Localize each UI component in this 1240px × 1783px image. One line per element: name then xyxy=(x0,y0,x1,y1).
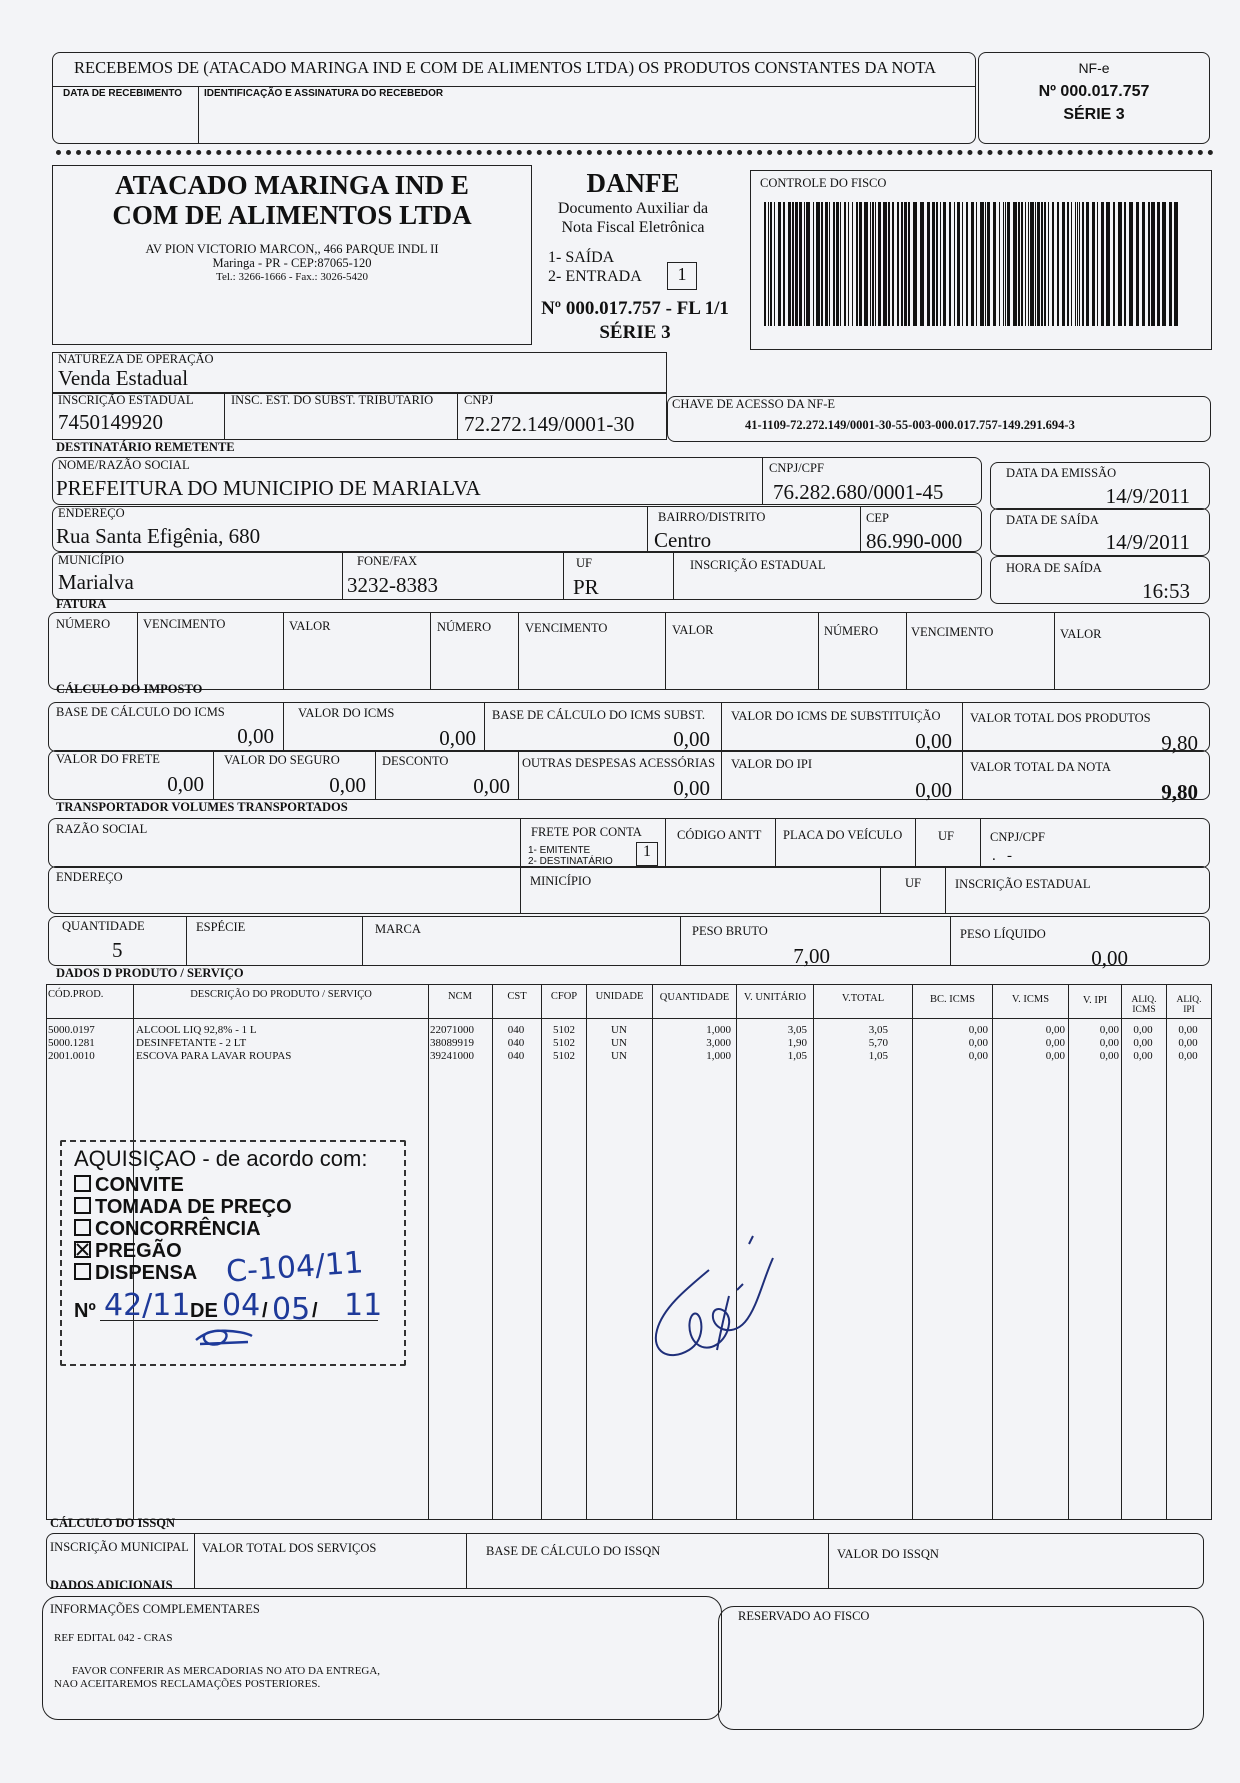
issuer-address: AV PION VICTORIO MARCON,, 466 PARQUE INDL II xyxy=(145,242,439,256)
ipi-value: 0,00 xyxy=(915,778,952,802)
recipient-bairro: Centro xyxy=(654,528,712,552)
danfe-type-value: 1 xyxy=(677,264,687,284)
valor-st-label: VALOR DO ICMS DE SUBSTITUIÇÃO xyxy=(731,709,941,723)
transport-bruto-label: PESO BRUTO xyxy=(692,924,768,938)
frete-value: 0,00 xyxy=(167,772,204,796)
recipient-section: DESTINATÁRIO REMETENTE xyxy=(56,440,235,454)
checkbox-icon xyxy=(74,1263,91,1280)
recipient-cnpj: 76.282.680/0001-45 xyxy=(773,480,944,504)
table-cell-cod: 2001.0010 xyxy=(48,1050,95,1062)
recipient-bairro-label: BAIRRO/DISTRITO xyxy=(658,510,766,524)
transport-endereco-label: ENDEREÇO xyxy=(56,870,123,884)
recipient-ie-label: INSCRIÇÃO ESTADUAL xyxy=(690,558,826,572)
chave-label: CHAVE DE ACESSO DA NF-E xyxy=(672,397,835,411)
table-cell-qtd: 1,000 xyxy=(706,1050,731,1062)
table-cell-aicms: 0,00 xyxy=(1133,1024,1153,1036)
stamp-date-year: 11 xyxy=(344,1288,383,1323)
info-msg2: NAO ACEITAREMOS RECLAMAÇÕES POSTERIORES. xyxy=(54,1678,321,1690)
table-cell-bc: 0,00 xyxy=(968,1024,988,1036)
issqn-servicos-label: VALOR TOTAL DOS SERVIÇOS xyxy=(202,1541,377,1555)
fatura-col: VENCIMENTO xyxy=(911,625,994,639)
table-cell-bc: 0,00 xyxy=(968,1037,988,1049)
ie-st-label: INSC. EST. DO SUBST. TRIBUTARIO xyxy=(231,393,434,407)
cnpj-label: CNPJ xyxy=(464,393,494,407)
transport-frete-value: 1 xyxy=(643,843,651,860)
danfe-sub1: Documento Auxiliar da xyxy=(557,200,709,217)
table-cell-qtd: 3,000 xyxy=(706,1037,731,1049)
table-cell-vunit: 1,90 xyxy=(787,1037,807,1049)
fatura-col: VENCIMENTO xyxy=(143,617,226,631)
col-header-aliq-icms-2: ICMS xyxy=(1132,1005,1156,1015)
valor-icms-label: VALOR DO ICMS xyxy=(298,706,395,720)
table-cell-aipi: 0,00 xyxy=(1178,1037,1198,1049)
saida-label: DATA DE SAÍDA xyxy=(1006,513,1099,527)
cnpj-value: 72.272.149/0001-30 xyxy=(464,412,635,436)
table-cell-vtotal: 3,05 xyxy=(868,1024,888,1036)
ie-value: 7450149920 xyxy=(58,410,163,434)
fatura-col: VALOR xyxy=(672,623,714,637)
stamp-de-label: DE xyxy=(190,1300,218,1322)
table-cell-qtd: 1,000 xyxy=(706,1024,731,1036)
stamp-option xyxy=(74,1196,292,1219)
hora-value: 16:53 xyxy=(1142,579,1190,603)
issuer-name-2: COM DE ALIMENTOS LTDA xyxy=(112,200,472,230)
transport-frete-opt1: 1- EMITENTE xyxy=(528,845,591,856)
transport-liquido-value: 0,00 xyxy=(1091,946,1128,970)
stamp-initials-signature xyxy=(190,1322,260,1352)
fatura-col: VALOR xyxy=(1060,627,1102,641)
stamp-option xyxy=(74,1262,197,1285)
emissao-label: DATA DA EMISSÃO xyxy=(1006,466,1117,480)
transport-frete-opt2: 2- DESTINATÁRIO xyxy=(528,856,613,867)
table-cell-desc: DESINFETANTE - 2 LT xyxy=(136,1037,247,1049)
issuer-name-1: ATACADO MARINGA IND E xyxy=(115,170,469,200)
col-header-cfop: CFOP xyxy=(550,991,578,1002)
col-header-unidade: UNIDADE xyxy=(595,991,644,1002)
table-cell-cst: 040 xyxy=(507,1037,525,1049)
col-header-aliq-ipi-2: IPI xyxy=(1183,1005,1195,1015)
danfe-title: DANFE xyxy=(586,168,680,198)
issqn-section: CÁLCULO DO ISSQN xyxy=(50,1516,176,1530)
table-cell-vunit: 3,05 xyxy=(787,1024,807,1036)
stamp-option-label: PREGÃO xyxy=(95,1240,182,1262)
fatura-col: NÚMERO xyxy=(824,624,879,638)
stamp-option xyxy=(74,1218,261,1241)
stamp-no-value: 42/11 xyxy=(104,1288,191,1323)
base-st-value: 0,00 xyxy=(673,727,710,751)
recipient-address: Rua Santa Efigênia, 680 xyxy=(56,524,261,548)
reserved-box xyxy=(718,1606,1204,1730)
recipient-uf: PR xyxy=(573,575,599,599)
natureza-value: Venda Estadual xyxy=(58,366,189,390)
desconto-value: 0,00 xyxy=(473,774,510,798)
receipt-nfe: NF-e xyxy=(1078,60,1110,76)
transport-municipio-label: MINICÍPIO xyxy=(530,874,592,888)
table-cell-un: UN xyxy=(611,1037,627,1049)
chave-value: 41-1109-72.272.149/0001-30-55-003-000.017.757-149.291.694-3 xyxy=(745,418,1075,432)
table-cell-bc: 0,00 xyxy=(968,1050,988,1062)
additional-section: DADOS ADICIONAIS xyxy=(50,1578,173,1592)
tax-section: CÁLCULO DO IMPOSTO xyxy=(56,682,203,696)
stamp-date-day: 04 xyxy=(222,1288,261,1323)
handwritten-signature xyxy=(645,1230,785,1380)
stamp-option xyxy=(74,1240,182,1263)
table-cell-aicms: 0,00 xyxy=(1133,1037,1153,1049)
stamp-option-label: DISPENSA xyxy=(95,1262,198,1284)
stamp-date-month: 05 xyxy=(272,1292,311,1327)
transport-cnpj-value: . - xyxy=(992,848,1012,864)
table-cell-ncm: 39241000 xyxy=(430,1050,474,1062)
issuer-phone: Tel.: 3266-1666 - Fax.: 3026-5420 xyxy=(216,271,368,283)
recipient-name-label: NOME/RAZÃO SOCIAL xyxy=(58,458,190,472)
table-cell-cod: 5000.1281 xyxy=(48,1037,95,1049)
issqn-inscricao-label: INSCRIÇÃO MUNICIPAL xyxy=(50,1540,189,1554)
table-cell-cfop: 5102 xyxy=(553,1050,575,1062)
transport-razao-label: RAZÃO SOCIAL xyxy=(56,822,148,836)
table-cell-ncm: 38089919 xyxy=(430,1037,474,1049)
recipient-cep: 86.990-000 xyxy=(866,529,963,553)
col-header-desc: DESCRIÇÃO DO PRODUTO / SERVIÇO xyxy=(190,989,372,1000)
stamp-option-label: TOMADA DE PREÇO xyxy=(95,1196,292,1218)
table-cell-un: UN xyxy=(611,1024,627,1036)
recipient-name: PREFEITURA DO MUNICIPIO DE MARIALVA xyxy=(56,476,481,500)
info-ref: REF EDITAL 042 - CRAS xyxy=(54,1632,173,1644)
table-cell-desc: ALCOOL LIQ 92,8% - 1 L xyxy=(136,1024,257,1036)
total-nota-value: 9,80 xyxy=(1161,780,1198,804)
col-header-vunit: V. UNITÁRIO xyxy=(743,992,807,1003)
receipt-series: SÉRIE 3 xyxy=(1063,106,1125,123)
table-cell-vicms: 0,00 xyxy=(1045,1024,1065,1036)
hora-label: HORA DE SAÍDA xyxy=(1006,561,1102,575)
table-cell-desc: ESCOVA PARA LAVAR ROUPAS xyxy=(136,1050,292,1062)
col-header-vtotal: V.TOTAL xyxy=(841,993,885,1004)
fatura-col: NÚMERO xyxy=(56,617,111,631)
total-prod-label: VALOR TOTAL DOS PRODUTOS xyxy=(970,711,1151,725)
table-cell-vipi: 0,00 xyxy=(1099,1050,1119,1062)
danfe-number: Nº 000.017.757 - FL 1/1 xyxy=(541,298,729,319)
desconto-label: DESCONTO xyxy=(382,754,449,768)
table-cell-vtotal: 1,05 xyxy=(868,1050,888,1062)
frete-label: VALOR DO FRETE xyxy=(56,752,160,766)
danfe-opt-entrada: 2- ENTRADA xyxy=(548,268,642,285)
natureza-label: NATUREZA DE OPERAÇÃO xyxy=(58,352,214,366)
seguro-label: VALOR DO SEGURO xyxy=(224,753,340,767)
col-header-bc: BC. ICMS xyxy=(930,994,975,1005)
checkbox-icon xyxy=(74,1175,91,1192)
info-msg1: FAVOR CONFERIR AS MERCADORIAS NO ATO DA ENTREGA, xyxy=(72,1665,381,1677)
table-cell-vunit: 1,05 xyxy=(787,1050,807,1062)
valor-st-value: 0,00 xyxy=(915,729,952,753)
table-cell-vtotal: 5,70 xyxy=(868,1037,888,1049)
transport-bruto-value: 7,00 xyxy=(793,944,830,968)
checkbox-icon xyxy=(74,1219,91,1236)
stamp-no-label: Nº xyxy=(74,1300,96,1322)
stamp-title: AQUISIÇAO - de acordo com: xyxy=(74,1146,368,1171)
table-cell-cfop: 5102 xyxy=(553,1037,575,1049)
emissao-value: 14/9/2011 xyxy=(1105,484,1190,508)
recipient-city-box xyxy=(52,552,982,600)
recipient-address-label: ENDEREÇO xyxy=(58,506,125,520)
transport-frete-label: FRETE POR CONTA xyxy=(531,825,642,839)
table-cell-aipi: 0,00 xyxy=(1178,1050,1198,1062)
fatura-col: NÚMERO xyxy=(437,620,492,634)
ipi-label: VALOR DO IPI xyxy=(731,757,813,771)
recipient-cnpj-label: CNPJ/CPF xyxy=(769,461,824,475)
base-st-label: BASE DE CÁLCULO DO ICMS SUBST. xyxy=(492,708,705,722)
col-header-aliq-icms: ALIQ. xyxy=(1131,995,1157,1005)
table-cell-aicms: 0,00 xyxy=(1133,1050,1153,1062)
stamp-option xyxy=(74,1174,184,1197)
seguro-value: 0,00 xyxy=(329,773,366,797)
col-header-qtd: QUANTIDADE xyxy=(659,992,730,1003)
recipient-cep-label: CEP xyxy=(866,511,889,525)
transport-especie-label: ESPÉCIE xyxy=(196,920,246,934)
transport-marca-label: MARCA xyxy=(375,922,421,936)
table-cell-ncm: 22071000 xyxy=(430,1024,474,1036)
transport-uf2-label: UF xyxy=(905,876,921,890)
danfe-opt-saida: 1- SAÍDA xyxy=(548,249,615,266)
danfe-series: SÉRIE 3 xyxy=(599,322,671,343)
stamp-date-sep2: / xyxy=(312,1300,318,1322)
table-cell-un: UN xyxy=(611,1050,627,1062)
stamp-option-label: CONCORRÊNCIA xyxy=(95,1218,261,1240)
fatura-col: VALOR xyxy=(289,619,331,633)
recipient-fone: 3232-8383 xyxy=(347,573,438,597)
col-header-cod: CÓD.PROD. xyxy=(48,989,104,1000)
receipt-header: RECEBEMOS DE (ATACADO MARINGA IND E COM DE ALIMENTOS LTDA) OS PRODUTOS CONSTANTES DA NOTA xyxy=(74,58,937,77)
reserved-label: RESERVADO AO FISCO xyxy=(738,1609,870,1623)
checkbox-icon xyxy=(74,1197,91,1214)
recipient-municipio: Marialva xyxy=(58,570,134,594)
total-nota-label: VALOR TOTAL DA NOTA xyxy=(970,760,1111,774)
transport-liquido-label: PESO LÍQUIDO xyxy=(960,927,1046,941)
recipient-municipio-label: MUNICÍPIO xyxy=(58,553,124,567)
base-icms-label: BASE DE CÁLCULO DO ICMS xyxy=(56,705,225,719)
issqn-valor-label: VALOR DO ISSQN xyxy=(837,1547,939,1561)
outras-value: 0,00 xyxy=(673,776,710,800)
products-section: DADOS D PRODUTO / SERVIÇO xyxy=(56,966,244,980)
cut-line xyxy=(56,150,1214,155)
ie-label: INSCRIÇÃO ESTADUAL xyxy=(58,393,194,407)
col-header-cst: CST xyxy=(507,991,527,1002)
col-header-vicms: V. ICMS xyxy=(1011,994,1050,1005)
receipt-sign-label: IDENTIFICAÇÃO E ASSINATURA DO RECEBEDOR xyxy=(204,88,444,99)
transport-cnpj-label: CNPJ/CPF xyxy=(990,830,1045,844)
transport-placa-label: PLACA DO VEÍCULO xyxy=(783,828,903,842)
info-label: INFORMAÇÕES COMPLEMENTARES xyxy=(50,1602,260,1616)
table-cell-vicms: 0,00 xyxy=(1045,1037,1065,1049)
total-prod-value: 9,80 xyxy=(1161,731,1198,755)
transport-uf-label: UF xyxy=(938,829,954,843)
fisco-label: CONTROLE DO FISCO xyxy=(760,176,887,190)
table-cell-vipi: 0,00 xyxy=(1099,1024,1119,1036)
col-header-ncm: NCM xyxy=(448,991,472,1002)
table-cell-cst: 040 xyxy=(507,1024,525,1036)
recipient-uf-label: UF xyxy=(576,556,592,570)
table-cell-cod: 5000.0197 xyxy=(48,1024,95,1036)
transport-qtd-value: 5 xyxy=(112,938,123,962)
issuer-city: Maringa - PR - CEP:87065-120 xyxy=(212,256,372,270)
recipient-fone-label: FONE/FAX xyxy=(357,554,418,568)
stamp-hand-code: C-104/11 xyxy=(224,1245,365,1290)
base-icms-value: 0,00 xyxy=(237,724,274,748)
stamp-date-sep1: / xyxy=(262,1300,268,1322)
checked-box-icon xyxy=(74,1241,91,1258)
transport-ie-label: INSCRIÇÃO ESTADUAL xyxy=(955,877,1091,891)
receipt-date-label: DATA DE RECEBIMENTO xyxy=(63,88,183,99)
fatura-col: VENCIMENTO xyxy=(525,621,608,635)
saida-value: 14/9/2011 xyxy=(1105,530,1190,554)
table-cell-vipi: 0,00 xyxy=(1099,1037,1119,1049)
table-cell-vicms: 0,00 xyxy=(1045,1050,1065,1062)
outras-label: OUTRAS DESPESAS ACESSÓRIAS xyxy=(522,756,716,770)
fatura-section: FATURA xyxy=(56,597,107,611)
barcode-icon xyxy=(764,202,1182,326)
receipt-sign-area[interactable] xyxy=(200,100,970,140)
stamp-option-label: CONVITE xyxy=(95,1174,184,1196)
transport-section: TRANSPORTADOR VOLUMES TRANSPORTADOS xyxy=(56,800,348,814)
transport-antt-label: CÓDIGO ANTT xyxy=(677,828,762,842)
valor-icms-value: 0,00 xyxy=(439,726,476,750)
table-cell-aipi: 0,00 xyxy=(1178,1024,1198,1036)
col-header-vipi: V. IPI xyxy=(1082,995,1108,1006)
receipt-number: Nº 000.017.757 xyxy=(1038,83,1150,100)
issqn-base-label: BASE DE CÁLCULO DO ISSQN xyxy=(486,1544,661,1558)
danfe-sub2: Nota Fiscal Eletrônica xyxy=(561,219,705,236)
transport-qtd-label: QUANTIDADE xyxy=(62,919,145,933)
table-cell-cst: 040 xyxy=(507,1050,525,1062)
col-header-aliq-ipi: ALIQ. xyxy=(1176,995,1202,1005)
table-cell-cfop: 5102 xyxy=(553,1024,575,1036)
